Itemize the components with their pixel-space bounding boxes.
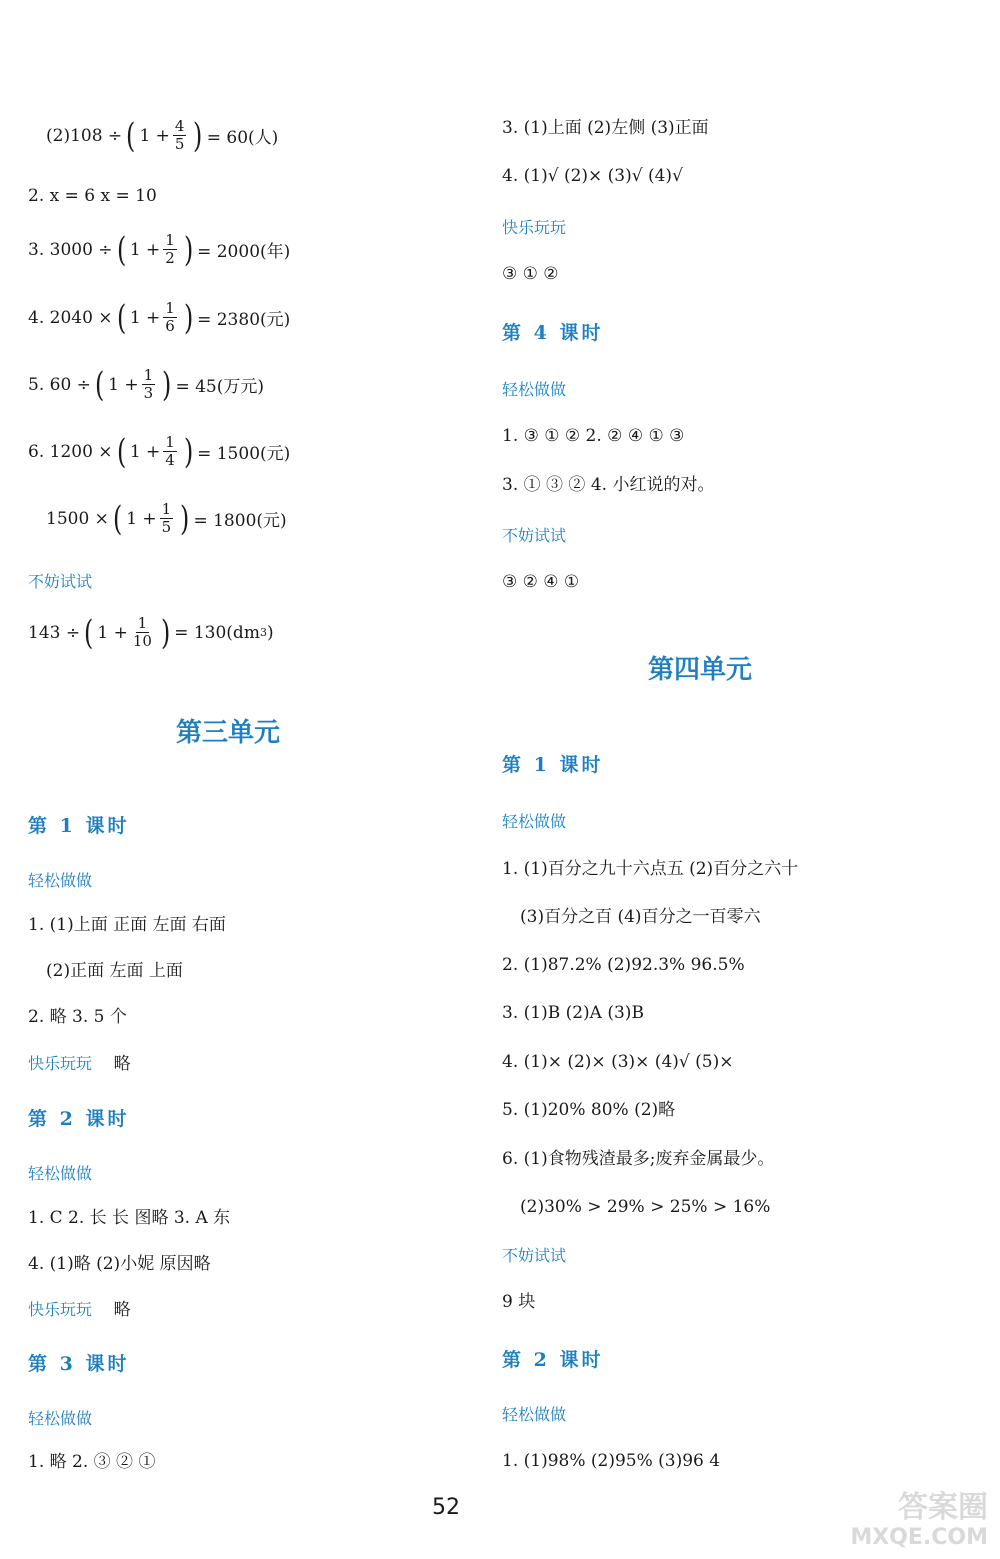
right-paren: ) xyxy=(162,364,172,405)
equation-term: 1 + xyxy=(139,125,170,146)
numerator: 1 xyxy=(165,231,175,249)
numerator: 1 xyxy=(165,433,175,451)
equation-6a xyxy=(28,431,291,472)
watermark-logo xyxy=(850,1490,988,1553)
section-heading-easy: 轻松做做 xyxy=(28,1409,93,1428)
denominator: 4 xyxy=(165,451,175,469)
section-heading-easy: 轻松做做 xyxy=(28,871,93,890)
equation-term: 1 + xyxy=(126,508,157,529)
answer-line xyxy=(28,1300,131,1320)
unit-title: 第四单元 xyxy=(648,655,753,685)
equation-4 xyxy=(28,297,291,338)
numerator: 1 xyxy=(165,299,175,317)
equation-try xyxy=(28,612,274,653)
equation-label: 6. 1200 × xyxy=(28,441,113,462)
lesson-title: 第 2 课时 xyxy=(502,1349,604,1371)
section-heading-try: 不妨试试 xyxy=(502,1246,567,1265)
equation-result: = 130(dm xyxy=(174,622,260,643)
section-heading-play: 快乐玩玩 xyxy=(28,1054,93,1073)
right-paren: ) xyxy=(183,431,194,472)
answer-line: (2)30% > 29% > 25% > 16% xyxy=(520,1197,771,1217)
equation-result: = 2380(元) xyxy=(197,310,291,330)
answer-line: (3)百分之百 (4)百分之一百零六 xyxy=(520,907,761,927)
right-paren: ) xyxy=(193,115,203,156)
numerator: 1 xyxy=(137,614,148,632)
answer-line: 2. (1)87.2% (2)92.3% 96.5% xyxy=(502,955,745,975)
denominator: 3 xyxy=(143,384,154,402)
denominator: 6 xyxy=(165,317,175,335)
lesson-title: 第 1 课时 xyxy=(28,815,130,837)
denominator: 2 xyxy=(165,249,175,267)
answer-line: 4. (1)× (2)× (3)× (4)√ (5)× xyxy=(502,1052,734,1072)
denominator: 10 xyxy=(132,632,152,650)
fraction xyxy=(131,615,154,650)
answer-line: 1. C 2. 长 长 图略 3. A 东 xyxy=(28,1208,231,1228)
answer-line: 3. (1)B (2)A (3)B xyxy=(502,1003,644,1023)
page-number: 52 xyxy=(432,1495,460,1520)
equation-6b xyxy=(46,498,287,539)
lesson-title: 第 4 课时 xyxy=(502,322,604,344)
unit-title: 第三单元 xyxy=(176,718,281,748)
denominator: 5 xyxy=(174,135,185,153)
fraction xyxy=(142,367,156,402)
equation-result: = 45(万元) xyxy=(175,377,264,397)
closing-paren: ) xyxy=(266,622,274,643)
lesson-title: 第 2 课时 xyxy=(28,1108,130,1130)
answer-line: 1. ③ ① ② 2. ② ④ ① ③ xyxy=(502,426,685,446)
equation-2 xyxy=(46,115,279,156)
right-paren: ) xyxy=(183,229,194,270)
left-paren: ( xyxy=(116,229,126,270)
answer-line: 5. (1)20% 80% (2)略 xyxy=(502,1100,676,1120)
section-heading-play: 快乐玩玩 xyxy=(28,1300,93,1319)
answer-line: (2)正面 左面 上面 xyxy=(46,961,183,981)
equation-result: = 60(人) xyxy=(206,128,279,148)
answer-line: 6. (1)食物残渣最多;废弃金属最少。 xyxy=(502,1149,775,1169)
fraction xyxy=(163,232,177,267)
answer-line: 1. (1)98% (2)95% (3)96 4 xyxy=(502,1451,721,1471)
answer-line: 2. x = 6 x = 10 xyxy=(28,186,157,206)
denominator: 5 xyxy=(161,518,172,536)
left-paren: ( xyxy=(84,612,94,653)
equation-result: = 1500(元) xyxy=(197,444,291,464)
section-heading-easy: 轻松做做 xyxy=(502,1405,567,1424)
numerator: 1 xyxy=(161,500,172,518)
answer-line xyxy=(28,1054,131,1074)
answer-line: 1. (1)上面 正面 左面 右面 xyxy=(28,915,226,935)
numerator: 1 xyxy=(143,366,154,384)
answer-line: 1. (1)百分之九十六点五 (2)百分之六十 xyxy=(502,859,799,879)
equation-term: 1 + xyxy=(129,441,161,462)
answer-line: ③ ② ④ ① xyxy=(502,572,580,592)
equation-term: 1 + xyxy=(129,239,161,260)
equation-term: 1 + xyxy=(97,622,128,643)
watermark-url: MXQE.COM xyxy=(850,1525,988,1550)
left-paren: ( xyxy=(112,498,123,539)
fraction xyxy=(173,118,187,153)
equation-term: 1 + xyxy=(108,374,139,395)
right-paren: ) xyxy=(180,498,190,539)
answer-line: 4. (1)√ (2)× (3)√ (4)√ xyxy=(502,166,683,186)
play-answer: 略 xyxy=(113,1054,131,1074)
equation-label: (2)108 ÷ xyxy=(46,125,123,146)
numerator: 4 xyxy=(174,117,185,135)
section-heading-play: 快乐玩玩 xyxy=(502,218,567,237)
fraction xyxy=(163,300,177,335)
equation-label: 143 ÷ xyxy=(28,622,81,643)
fraction xyxy=(160,501,174,536)
equation-label: 1500 × xyxy=(46,508,109,529)
equation-term: 1 + xyxy=(129,307,161,328)
exponent: 3 xyxy=(259,626,267,639)
fraction xyxy=(163,434,177,469)
answer-line: 3. ① ③ ② 4. 小红说的对。 xyxy=(502,475,715,495)
section-heading-easy: 轻松做做 xyxy=(502,812,567,831)
answer-line: 4. (1)略 (2)小妮 原因略 xyxy=(28,1254,211,1274)
left-paren: ( xyxy=(126,115,136,156)
answer-line: 1. 略 2. ③ ② ① xyxy=(28,1452,156,1472)
section-heading-easy: 轻松做做 xyxy=(502,380,567,399)
right-paren: ) xyxy=(183,297,194,338)
equation-label: 5. 60 ÷ xyxy=(28,374,91,395)
equation-label: 3. 3000 ÷ xyxy=(28,239,113,260)
equation-label: 4. 2040 × xyxy=(28,307,113,328)
left-paren: ( xyxy=(116,431,126,472)
lesson-title: 第 3 课时 xyxy=(28,1353,130,1375)
right-paren: ) xyxy=(160,612,171,653)
equation-3 xyxy=(28,229,291,270)
equation-result: = 1800(元) xyxy=(193,511,287,531)
lesson-title: 第 1 课时 xyxy=(502,754,604,776)
equation-result: = 2000(年) xyxy=(197,242,291,262)
play-answer: 略 xyxy=(113,1300,131,1320)
section-heading-try: 不妨试试 xyxy=(28,572,93,591)
answer-line: 9 块 xyxy=(502,1292,536,1312)
equation-5 xyxy=(28,364,264,405)
answer-line: 3. (1)上面 (2)左侧 (3)正面 xyxy=(502,118,709,138)
watermark-text: 答案圈 xyxy=(898,1490,988,1525)
section-heading-easy: 轻松做做 xyxy=(28,1164,93,1183)
answer-line: 2. 略 3. 5 个 xyxy=(28,1007,127,1027)
left-paren: ( xyxy=(116,297,126,338)
left-paren: ( xyxy=(94,364,105,405)
section-heading-try: 不妨试试 xyxy=(502,526,567,545)
answer-line: ③ ① ② xyxy=(502,264,559,284)
